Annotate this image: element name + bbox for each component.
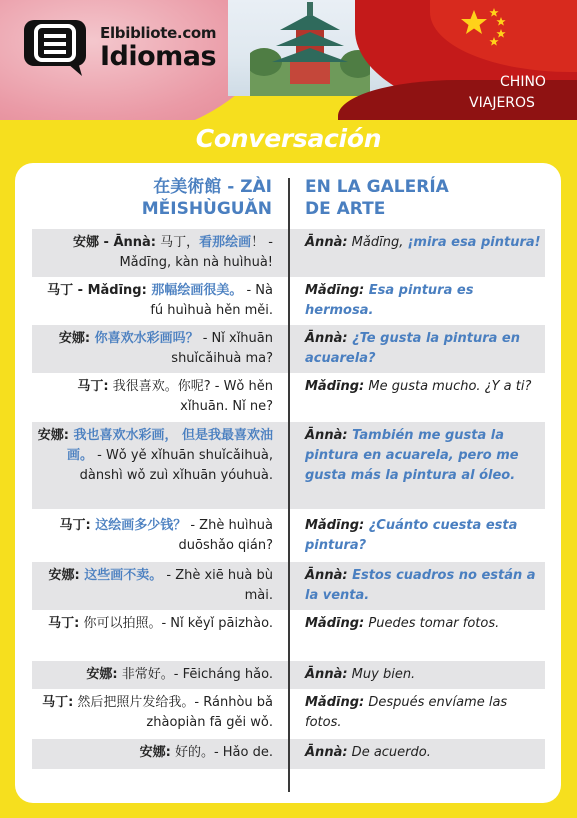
speaker-label: Ānnà: — [305, 331, 348, 346]
line-text: ¡mira esa pintura! — [407, 235, 541, 250]
chinese-header-line2: MĚISHÙGUǍN — [141, 199, 272, 219]
spanish-line — [305, 610, 541, 634]
header-banner — [0, 0, 577, 120]
line-text: De acuerdo. — [347, 745, 431, 760]
speaker-label: 马丁: — [59, 518, 91, 533]
spanish-line — [305, 739, 541, 763]
chinese-column-header — [32, 176, 272, 220]
line-text: ¿Cuánto cuesta esta pintura? — [305, 518, 518, 553]
speaker-label: 安娜 - Ānnà: — [73, 235, 157, 250]
chinese-line — [32, 661, 273, 685]
spanish-line — [305, 373, 541, 397]
line-text: Muy bien. — [347, 667, 416, 682]
speaker-label: Mǎdīng: — [305, 283, 365, 298]
line-text: También me gusta la pintura en acuarela, pero me gusta más la pintura al óleo. — [305, 428, 519, 483]
speaker-label: Mǎdīng: — [305, 518, 365, 533]
line-text: 我很喜欢。你呢? - Wǒ hěn xǐhuān. Nǐ ne? — [108, 379, 273, 414]
line-text: Esa pintura es hermosa. — [305, 283, 474, 318]
speaker-label: Mǎdīng: — [305, 695, 365, 710]
column-divider — [288, 178, 290, 792]
speaker-label: 马丁: — [77, 379, 109, 394]
spanish-line — [305, 325, 541, 369]
line-text: Después envíame las fotos. — [305, 695, 508, 730]
speaker-label: Mǎdīng: — [305, 379, 365, 394]
speaker-label: 安娜: — [58, 331, 91, 346]
china-flag-stars-icon — [450, 4, 520, 54]
line-text: - Zhè huìhuà duōshǎo qián? — [178, 518, 273, 553]
chinese-line — [32, 562, 273, 606]
spanish-line — [305, 229, 541, 253]
line-text: - Nà fú huìhuà hěn měi. — [150, 283, 273, 318]
pagoda-illustration — [250, 0, 370, 96]
line-text: ！ - Mǎdīng, kàn nà huìhuà! — [119, 235, 273, 270]
chinese-line — [32, 277, 273, 321]
chinese-line — [32, 610, 273, 634]
speaker-label: 马丁 - Mǎdīng: — [47, 283, 147, 298]
elbibliote-logo-icon — [22, 18, 92, 76]
speaker-label: 安娜: — [139, 745, 171, 760]
language-tag: CHINO — [500, 74, 546, 90]
speaker-label: Mǎdīng: — [305, 616, 365, 631]
line-text: ¿Te gusta la pintura en acuarela? — [305, 331, 520, 366]
chinese-line — [32, 689, 273, 733]
spanish-line — [305, 277, 541, 321]
line-text: - Zhè xiē huà bù mài. — [162, 568, 273, 603]
spanish-line — [305, 689, 541, 733]
line-text: - Nǐ xǐhuān shuǐcǎihuà ma? — [171, 331, 273, 366]
spanish-line — [305, 512, 541, 556]
speaker-label: 马丁: — [48, 616, 80, 631]
line-text: 然后把照片发给我。- Ránhòu bǎ zhàopiàn fā gěi wǒ. — [73, 695, 273, 730]
line-text: 非常好。- Fēicháng hǎo. — [117, 667, 273, 682]
page-title: Conversación — [195, 124, 382, 153]
speaker-label: 马丁: — [42, 695, 74, 710]
line-text: 那幅绘画很美。 — [146, 283, 243, 298]
line-text: 我也喜欢水彩画， 但是我最喜欢油画。 — [66, 428, 273, 463]
line-text: Puedes tomar fotos. — [364, 616, 500, 631]
spanish-header-line2: DE ARTE — [305, 199, 386, 219]
spanish-column-header — [305, 176, 545, 220]
speaker-label: 安娜: — [37, 428, 69, 443]
line-text: 看那绘画 — [199, 235, 252, 250]
speaker-label: Ānnà: — [305, 428, 348, 443]
line-text: 你喜欢水彩画吗？ — [90, 331, 199, 346]
line-text: 你可以拍照。- Nǐ kěyǐ pāizhào. — [79, 616, 273, 631]
spanish-header-line1: EN LA GALERÍA — [305, 177, 449, 197]
chinese-line — [32, 739, 273, 763]
chinese-header-line1: 在美術館 - ZÀI — [153, 177, 272, 197]
spanish-line — [305, 562, 541, 606]
speaker-label: Ānnà: — [305, 568, 348, 583]
line-text: 这绘画多少钱？ — [90, 518, 187, 533]
speaker-label: Ānnà: — [305, 745, 348, 760]
chinese-line — [32, 422, 273, 486]
speaker-label: 安娜: — [86, 667, 118, 682]
audience-tag: VIAJEROS — [469, 95, 535, 111]
line-text: Mǎdīng, — [347, 235, 408, 250]
chinese-line — [32, 373, 273, 417]
speaker-label: Ānnà: — [305, 235, 348, 250]
speaker-label: 安娜: — [48, 568, 80, 583]
line-text: 马丁， — [156, 235, 200, 250]
spanish-line — [305, 422, 541, 486]
brand-name: Idiomas — [100, 41, 217, 72]
line-text: - Wǒ yě xǐhuān shuǐcǎihuà, dànshì wǒ zuì xǐhuān yóuhuà. — [79, 448, 273, 483]
chinese-line — [32, 325, 273, 369]
line-text: 这些画不卖。 — [79, 568, 163, 583]
chinese-line — [32, 512, 273, 556]
spanish-line — [305, 661, 541, 685]
chinese-line — [32, 229, 273, 273]
line-text: 好的。- Hǎo de. — [170, 745, 273, 760]
brand-domain: Elbibliote.com — [100, 24, 217, 42]
line-text: Estos cuadros no están a la venta. — [305, 568, 536, 603]
line-text: Me gusta mucho. ¿Y a ti? — [364, 379, 532, 394]
speaker-label: Ānnà: — [305, 667, 348, 682]
